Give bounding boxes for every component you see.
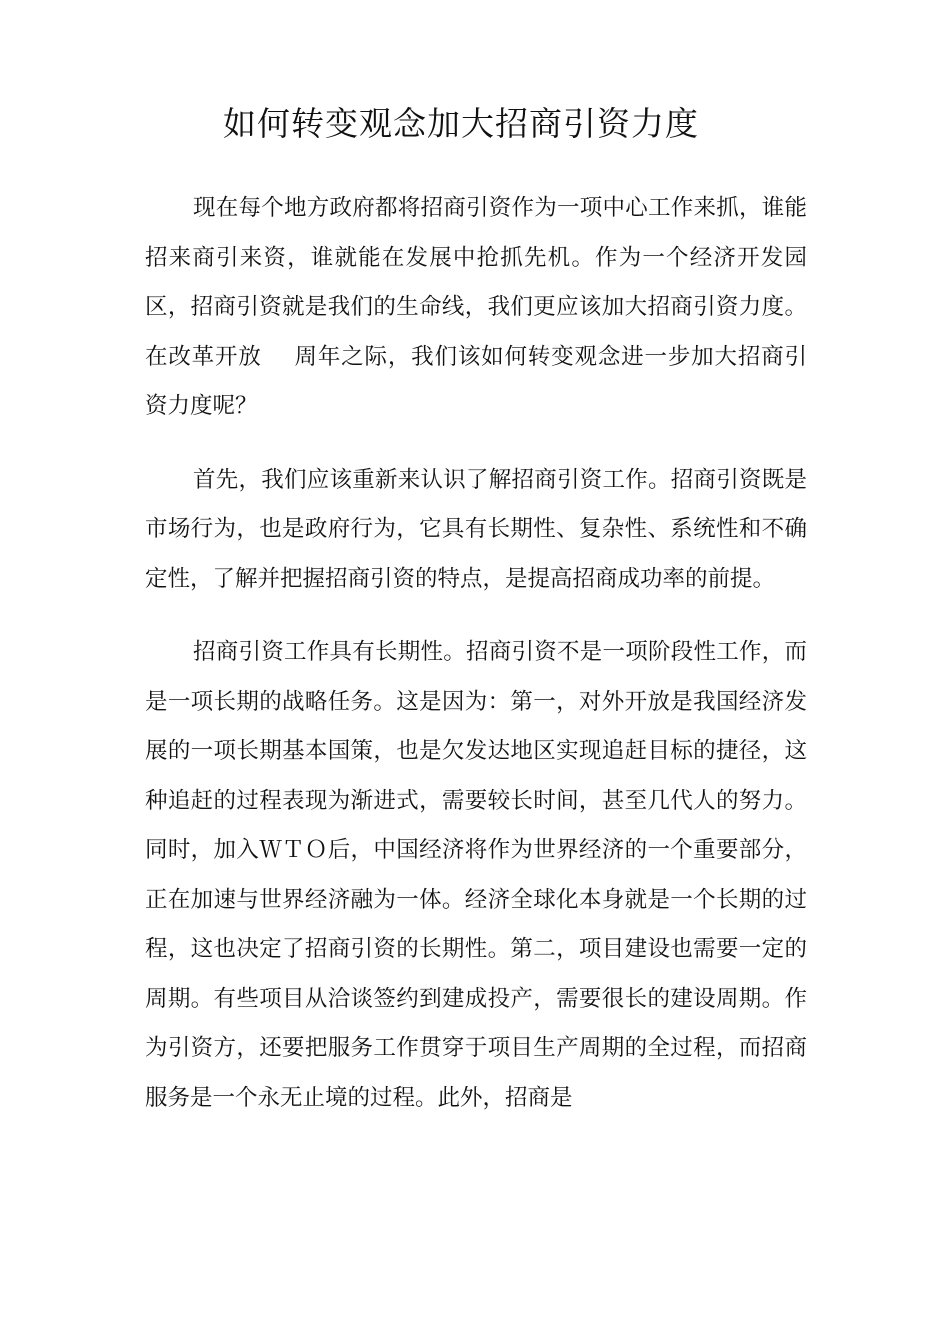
- document-title: 如何转变观念加大招商引资力度: [223, 104, 699, 143]
- paragraph-2-text: 首先，我们应该重新来认识了解招商引资工作。招商引资既是市场行为，也是政府行为，它具有长期性、复杂性、系统性和不确定性，了解并把握招商引资的特点，是提高招商成功率的前提。: [145, 466, 807, 592]
- paragraph-1-text-after-gap: 周年之际，我们该如何转变观念进一步加大招商引资力度呢？: [145, 343, 807, 419]
- paragraph-1: [145, 184, 807, 432]
- paragraph-1-text: 现在每个地方政府都将招商引资作为一项中心工作来抓，谁能招来商引来资，谁就能在发展中抢抓先机。作为一个经济开发园区，招商引资就是我们的生命线，我们更应该加大招商引资力度。在改革开放: [145, 195, 807, 370]
- paragraph-2: [145, 456, 807, 605]
- document-body: [145, 184, 807, 1147]
- paragraph-3: [145, 628, 807, 1123]
- paragraph-3-text: 招商引资工作具有长期性。招商引资不是一项阶段性工作，而是一项长期的战略任务。这是因为：第一，对外开放是我国经济发展的一项长期基本国策，也是欠发达地区实现追赶目标的捷径，这种追赶的过程表现为渐进式，需要较长时间，甚至几代人的努力。同时，加入ＷＴＯ后，中国经济将作为世界经济的一个重要部分，正在加速与世界经济融为一体。经济全球化本身就是一个长期的过程，这也决定了招商引资的长期性。第二，项目建设也需要一定的周期。有些项目从洽谈签约到建成投产，需要很长的建设周期。作为引资方，还要把服务工作贯穿于项目生产周期的全过程，而招商服务是一个永无止境的过程。此外，招商是: [145, 639, 807, 1111]
